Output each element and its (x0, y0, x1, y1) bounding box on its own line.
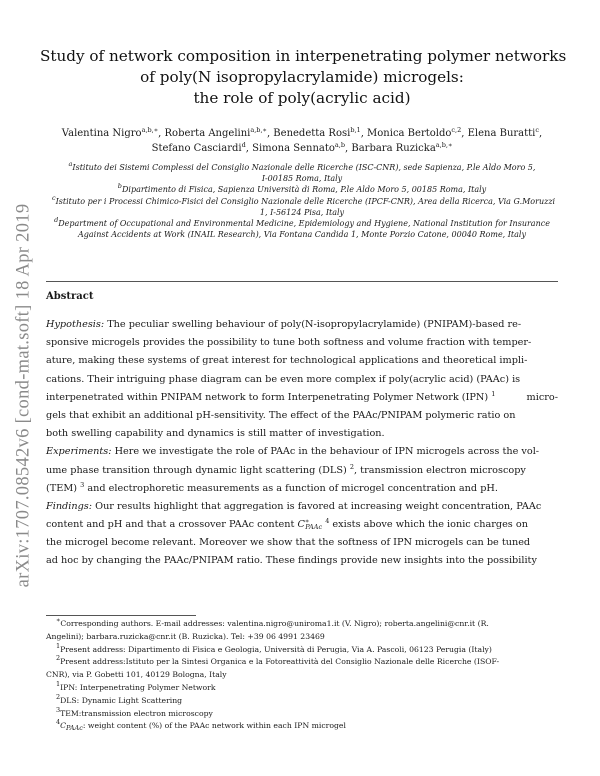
footnote-ref[interactable]: 4 (325, 517, 330, 526)
author-name: , Barbara Ruzicka (345, 143, 436, 154)
footnote-corresponding: ∗Corresponding authors. E-mail addresses: valentina.nigro@uniroma1.it (V. Nigro); roberta.angelini@cnr.it (R. (56, 616, 489, 628)
abstract-body (46, 316, 558, 571)
cpaac-subscript: PAAc (305, 523, 323, 532)
experiments-label: Experiments: (46, 446, 112, 458)
abstract-line: gels that exhibit an additional pH-sensitivity. The effect of the PAAc/PNIPAM polymeric ratio on (46, 409, 516, 421)
footnote-cpaac: $^4C_{PAAc}$: weight content (%) of the PAAc network within each IPN microgel (56, 718, 346, 733)
footnote-dls: $^2$DLS: Dynamic Light Scattering (56, 692, 183, 705)
affiliation-mark: c (52, 193, 56, 202)
affiliation-text: 1, I-56124 Pisa, Italy (259, 207, 345, 217)
abstract-top-rule (46, 281, 558, 282)
abstract-line: both swelling capability and dynamics is still matter of investigation. (46, 428, 385, 440)
abstract-line: (TEM) $^3$ and electrophoretic measurements as a function of microgel concentration and pH. (46, 480, 498, 494)
affiliation-c (52, 193, 556, 218)
affiliation-text: Istituto per i Processi Chimico-Fisici del Consiglio Nazionale delle Ricerche (IPCF-CNR), Area della Ricerca, Via G.Moruzzi (55, 196, 556, 206)
author-affil-mark: b,1 (350, 126, 361, 134)
author-name: , Simona Sennato (245, 143, 335, 154)
affiliation-text: I-00185 Roma, Italy (261, 174, 343, 184)
cpaac-symbol: C (297, 519, 305, 531)
author-line-2 (48, 141, 556, 156)
footnote-ipn: $^1$IPN: Interpenetrating Polymer Network (56, 679, 216, 692)
title-line-2: of poly(N isopropylacrylamide) microgels: (140, 68, 464, 86)
affiliation-mark: d (54, 216, 59, 225)
affiliation-mark: b (117, 182, 122, 191)
footnote-corresponding-cont: Angelini); barbara.ruzicka@cnr.it (B. Ruzicka). Tel: +39 06 4991 23469 (46, 631, 325, 641)
abstract-heading: Abstract (46, 291, 94, 302)
author-affil-mark: a,b (334, 141, 345, 149)
author-name: , Benedetta Rosi (266, 128, 351, 139)
author-affil-mark: a,b,∗ (250, 126, 267, 134)
cpaac-superscript: ∗ (304, 517, 310, 526)
title-line-3: the role of poly(acrylic acid) (193, 89, 411, 107)
author-affil-mark: d (241, 141, 246, 149)
author-name: , Monica Bertoldo (360, 128, 452, 139)
footnote-1: $^1$Present address: Dipartimento di Fisica e Geologia, Università di Perugia, Via A. Pascoli, 06123 Perugia (Italy) (56, 641, 492, 654)
abstract-line: ume phase transition through dynamic light scattering (DLS) $^2$, transmission electron microscopy (46, 462, 526, 476)
abstract-line: content and pH and that a crossover PAAc content $C^∗_{PAAc}$ $^4$ exists above which the ionic charges on (46, 517, 528, 532)
abstract-line: cations. Their intriguing phase diagram can be even more complex if poly(acrylic acid) (PAAc) is (46, 373, 521, 385)
abstract-line: interpenetrated within PNIPAM network to form Interpenetrating Polymer Network (IPN) $^1$ micro- (46, 389, 558, 403)
findings-label: Findings: (46, 500, 93, 512)
abstract-line: the microgel become relevant. Moreover we show that the softness of IPN microgels can be tuned (46, 537, 531, 549)
author-affil-mark: c,2 (451, 126, 462, 134)
arxiv-identifier-text[interactable]: arXiv:1707.08542v6 [cond-mat.soft] 18 Apr 2019 (13, 203, 34, 587)
footnote-ref[interactable]: 3 (80, 480, 85, 489)
footnote-ref[interactable]: 2 (349, 462, 355, 471)
affiliation-d (52, 218, 552, 240)
author-separator: , (539, 128, 543, 139)
author-list (48, 126, 556, 156)
affiliation-text: Against Accidents at Work (INAIL Research), Via Fontana Candida 1, Monte Porzio Catone, 00040 Rome, Italy (78, 230, 526, 240)
author-name: , Roberta Angelini (158, 128, 251, 139)
title-line-1: Study of network composition in interpenetrating polymer networks (40, 47, 567, 65)
author-affil-mark: a,b,∗ (141, 126, 159, 134)
author-name: Valentina Nigro (61, 128, 142, 139)
abstract-line: ature, making these systems of great interest for technological applications and theoretical impli- (46, 355, 528, 367)
footnote-2-cont: CNR), via P. Gobetti 101, 40129 Bologna, Italy (46, 670, 227, 680)
author-line-1 (48, 126, 556, 141)
footnote-tem: $^3$TEM:transmission electron microscopy (56, 705, 213, 718)
affiliation-text: Dipartimento di Fisica, Sapienza Università di Roma, P.le Aldo Moro 5, 00185 Roma, Italy (121, 185, 487, 195)
affiliation-a (52, 162, 552, 184)
footnote-ref[interactable]: 1 (491, 389, 496, 398)
abstract-line: sponsive microgels provides the possibility to tune both softness and volume fraction with temper- (46, 337, 532, 349)
abstract-line: ad hoc by changing the PAAc/PNIPAM ratio. These findings provide new insights into the possibility (46, 555, 537, 567)
affiliation-mark: a (68, 160, 73, 168)
author-name: Stefano Casciardi (151, 143, 242, 154)
paper-title (40, 46, 567, 109)
affiliation-list (52, 160, 556, 240)
arxiv-identifier-stamp (4, 180, 44, 610)
author-affil-mark: c (535, 126, 539, 134)
affiliation-text: Istituto dei Sistemi Complessi del Consiglio Nazionale delle Ricerche (ISC-CNR), sede Sapienza, P.le Aldo Moro 5, (72, 163, 536, 172)
author-affil-mark: a,b,∗ (435, 141, 453, 149)
footnotes (46, 618, 558, 733)
footnote-rule (46, 615, 196, 616)
hypothesis-label: Hypothesis: (46, 319, 105, 330)
abstract-line: Findings: Our results highlight that aggregation is favored at increasing weight concentration, PAAc (46, 500, 542, 512)
abstract-line: Experiments: Here we investigate the role of PAAc in the behaviour of IPN microgels across the vol- (46, 446, 540, 458)
abstract-line: Hypothesis: The peculiar swelling behaviour of poly(N-isopropylacrylamide) (PNIPAM)-based re- (46, 319, 522, 330)
author-name: , Elena Buratti (461, 128, 536, 139)
footnote-2: $^2$Present address:Istituto per la Sintesi Organica e la Fotoreattività del Consiglio Nazionale delle Ricerche (ISOF- (56, 654, 500, 667)
affiliation-b (52, 184, 552, 195)
affiliation-text: Department of Occupational and Environmental Medicine, Epidemiology and Hygiene, National Institution for Insurance (58, 219, 550, 229)
